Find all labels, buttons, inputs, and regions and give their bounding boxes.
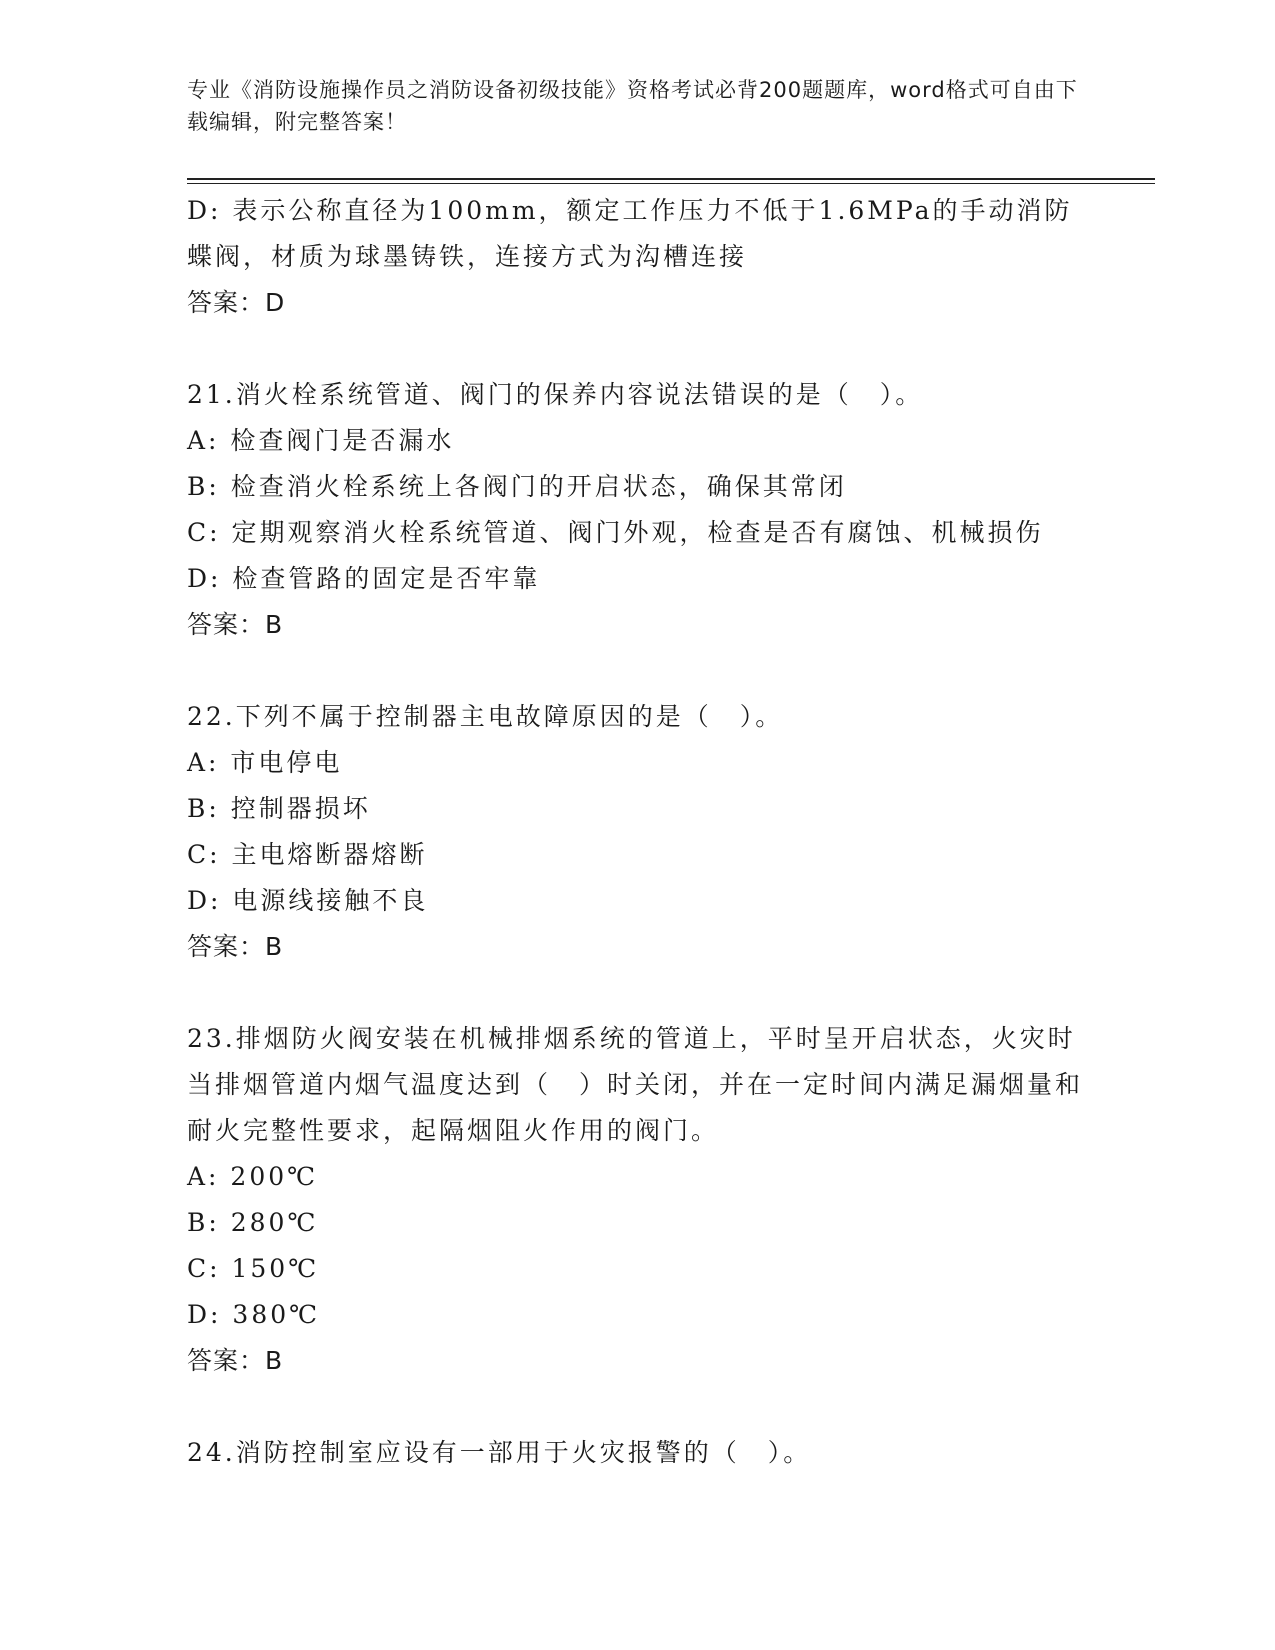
question-22 — [187, 694, 1087, 970]
question-23 — [187, 1016, 1087, 1384]
answer: 答案：B — [187, 932, 284, 961]
option-c: C: 定期观察消火栓系统管道、阀门外观，检查是否有腐蚀、机械损伤 — [187, 518, 1044, 547]
document-header: 专业《消防设施操作员之消防设备初级技能》资格考试必背200题题库，word格式可自由下载编辑，附完整答案！ — [187, 78, 1078, 134]
header-divider-thin — [187, 183, 1155, 184]
option-b: B: 检查消火栓系统上各阀门的开启状态，确保其常闭 — [187, 472, 847, 501]
answer: 答案：B — [187, 1346, 284, 1375]
prev-option-d: D: 表示公称直径为100mm，额定工作压力不低于1.6MPa的手动消防蝶阀，材质为球墨铸铁，连接方式为沟槽连接 — [187, 196, 1073, 271]
prev-answer: 答案：D — [187, 288, 286, 317]
question-list — [187, 188, 1087, 1476]
option-d: D: 电源线接触不良 — [187, 886, 429, 915]
option-c: C: 主电熔断器熔断 — [187, 840, 428, 869]
question-stem: 23.排烟防火阀安装在机械排烟系统的管道上，平时呈开启状态，火灾时当排烟管道内烟气温度达到（ ）时关闭，并在一定时间内满足漏烟量和耐火完整性要求，起隔烟阻火作用的阀门。 — [187, 1024, 1084, 1145]
option-d: D: 380℃ — [187, 1300, 321, 1329]
question-stem: 22.下列不属于控制器主电故障原因的是（ ）。 — [187, 702, 784, 731]
question-stem: 21.消火栓系统管道、阀门的保养内容说法错误的是（ ）。 — [187, 380, 924, 409]
option-a: A: 检查阀门是否漏水 — [187, 426, 455, 455]
question-stem: 24.消防控制室应设有一部用于火灾报警的（ ）。 — [187, 1438, 812, 1467]
option-c: C: 150℃ — [187, 1254, 320, 1283]
header-divider-thick — [187, 178, 1155, 180]
option-b: B: 280℃ — [187, 1208, 319, 1237]
answer: 答案：B — [187, 610, 284, 639]
question-24 — [187, 1430, 1087, 1476]
question-21 — [187, 372, 1087, 648]
option-a: A: 200℃ — [187, 1162, 319, 1191]
option-d: D: 检查管路的固定是否牢靠 — [187, 564, 541, 593]
option-a: A: 市电停电 — [187, 748, 343, 777]
option-b: B: 控制器损坏 — [187, 794, 371, 823]
